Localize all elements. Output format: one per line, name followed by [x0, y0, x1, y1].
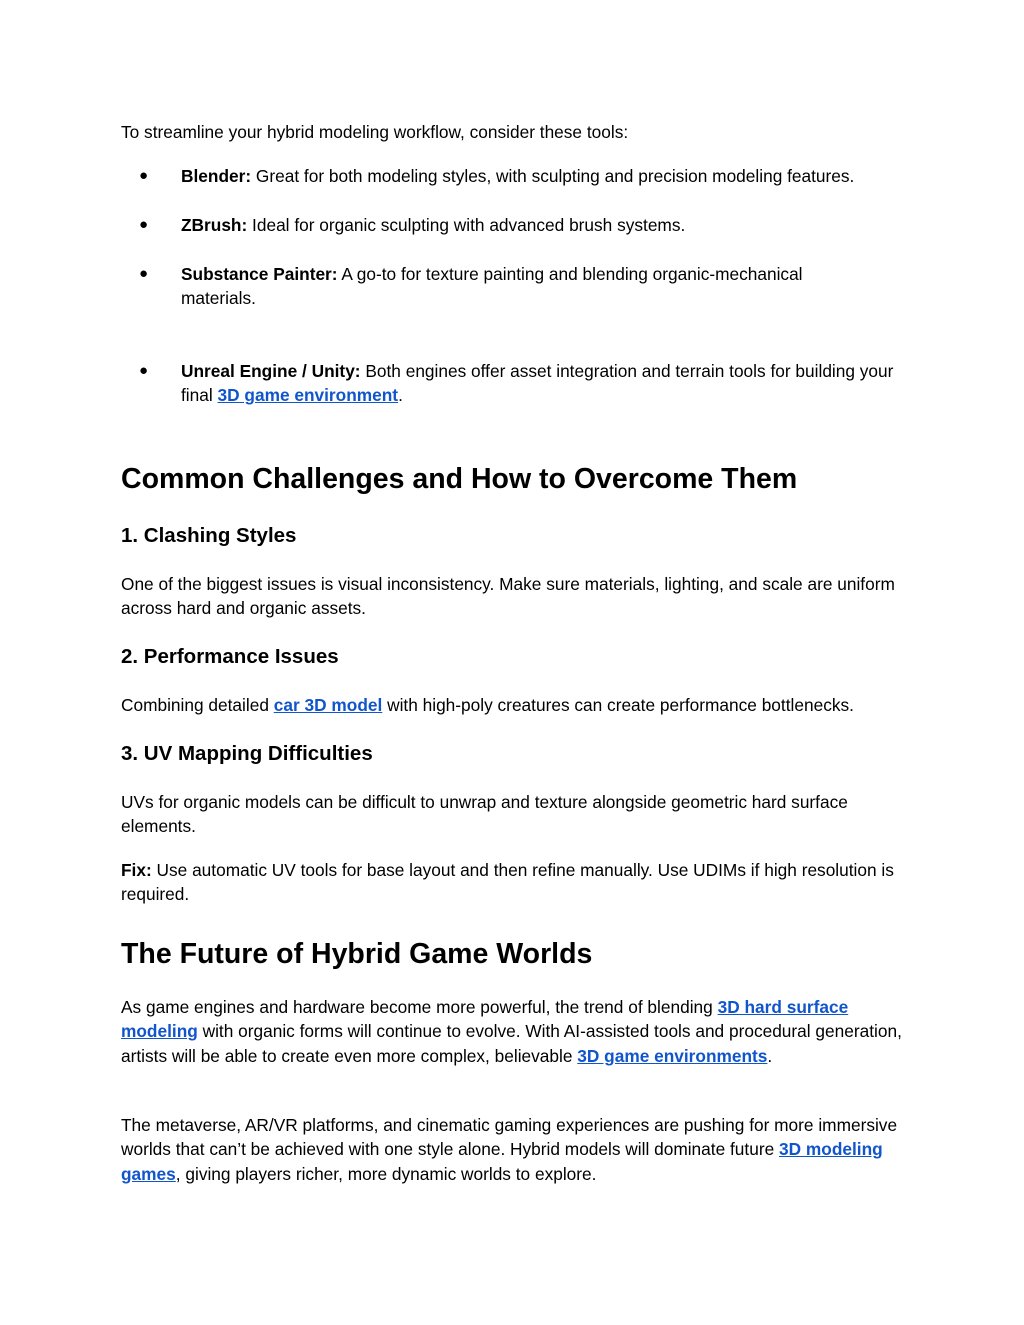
fix-label: Fix:: [121, 860, 152, 880]
subheading-clashing-styles: 1. Clashing Styles: [121, 524, 297, 547]
paragraph-text: The metaverse, AR/VR platforms, and cinematic gaming experiences are pushing for more immersive worlds that can’t be achieved with one style alone. Hybrid models will dominate future: [121, 1115, 898, 1160]
paragraph-text: Combining detailed: [121, 695, 274, 715]
section-heading-future: The Future of Hybrid Game Worlds: [121, 938, 593, 970]
tool-desc: Great for both modeling styles, with sculpting and precision modeling features.: [251, 166, 855, 186]
tool-desc-end: .: [398, 385, 403, 406]
tool-desc: Ideal for organic sculpting with advanced brush systems.: [247, 215, 686, 235]
hard-surface-modeling-link[interactable]: 3D hard surface modeling: [121, 997, 849, 1042]
paragraph: UVs for organic models can be difficult to unwrap and texture alongside geometric hard surface elements.: [121, 792, 848, 837]
modeling-games-link[interactable]: 3D modeling games: [121, 1139, 883, 1184]
section-heading-challenges: Common Challenges and How to Overcome Them: [121, 463, 798, 495]
bullet-icon: ●: [139, 216, 149, 233]
tool-name: Blender:: [181, 166, 252, 186]
paragraph: One of the biggest issues is visual inconsistency. Make sure materials, lighting, and scale are uniform across hard and organic assets.: [121, 574, 895, 619]
fix-text: Use automatic UV tools for base layout and then refine manually. Use UDIMs if high resolution is required.: [121, 860, 894, 905]
tool-desc: Both engines offer asset integration and terrain tools for building your final: [181, 361, 894, 406]
car-3d-model-link[interactable]: car 3D model: [273, 695, 383, 715]
paragraph-text: .: [767, 1045, 773, 1066]
paragraph-text: , giving players richer, more dynamic worlds to explore.: [175, 1163, 597, 1184]
subheading-uv-mapping: 3. UV Mapping Difficulties: [121, 742, 373, 765]
bullet-icon: ●: [139, 167, 149, 184]
bullet-icon: ●: [139, 265, 149, 282]
intro-text: To streamline your hybrid modeling workflow, consider these tools:: [121, 122, 629, 142]
paragraph: [121, 995, 911, 1068]
tool-desc: A go-to for texture painting and blending organic-mechanical materials.: [181, 264, 803, 309]
paragraph-text: As game engines and hardware become more powerful, the trend of blending: [121, 997, 718, 1017]
game-environment-link[interactable]: 3D game environment: [217, 385, 399, 406]
bullet-icon: ●: [139, 362, 149, 379]
paragraph: [121, 693, 911, 717]
subheading-performance: 2. Performance Issues: [121, 645, 339, 668]
paragraph-text: with high-poly creatures can create performance bottlenecks.: [382, 695, 854, 715]
tool-name: Unreal Engine / Unity:: [181, 361, 361, 381]
tool-name: ZBrush:: [181, 215, 248, 235]
paragraph: [121, 1113, 911, 1186]
game-environments-link[interactable]: 3D game environments: [577, 1045, 768, 1066]
fix-paragraph: [121, 858, 911, 907]
paragraph-text: with organic forms will continue to evolve. With AI-assisted tools and procedural generation, artists will be able to create even more complex, believable: [121, 1021, 902, 1066]
tool-name: Substance Painter:: [181, 264, 338, 284]
